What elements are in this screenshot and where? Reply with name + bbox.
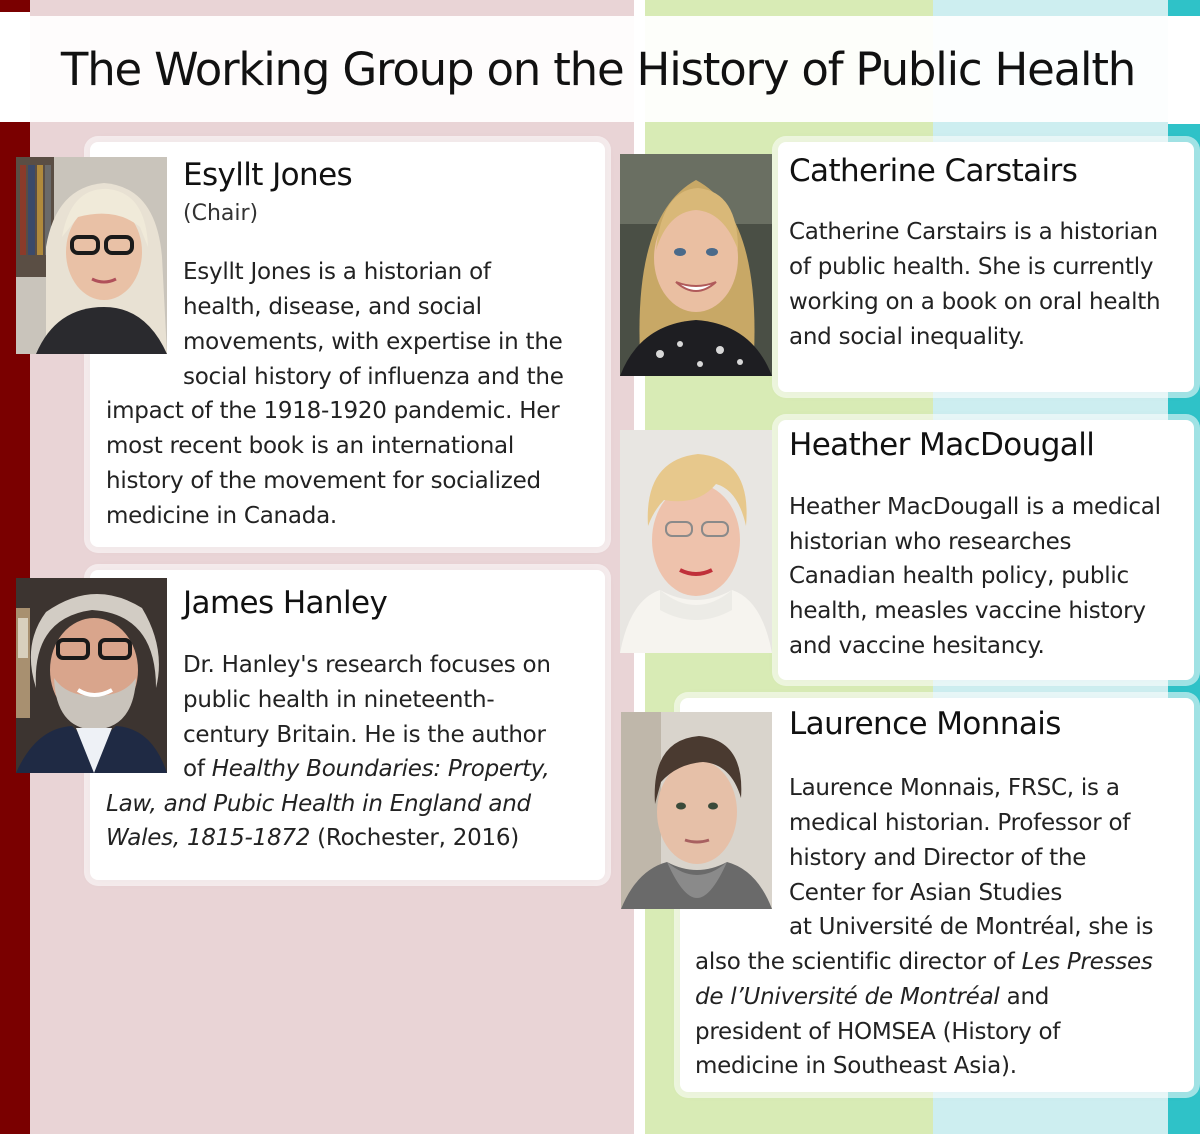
bio-text: (Rochester, 2016) [310,825,520,851]
bio-line: Laurence Monnais, FRSC, is a [789,775,1120,801]
page-title: The Working Group on the History of Public Health [60,42,1136,96]
bio-line: Catherine Carstairs is a historian [789,219,1158,245]
member-name: James Hanley [183,585,388,621]
bio-line: most recent book is an international [106,433,515,459]
bio-line: working on a book on oral health [789,289,1161,315]
bio-line: medicine in Canada. [106,503,337,529]
james-hanley-photo [16,578,167,773]
member-name: Heather MacDougall [789,427,1095,463]
bio-line: movements, with expertise in the [183,329,563,355]
bio-line: Dr. Hanley's research focuses on [183,652,551,678]
bio-line [106,787,531,822]
bio-line: Heather MacDougall is a medical [789,494,1161,520]
member-role: (Chair) [183,201,259,226]
laurence-monnais-photo [621,712,772,909]
bio-line-mixed [695,945,1153,980]
bio-line: history and Director of the [789,845,1087,871]
title-banner [28,16,1168,122]
heather-macdougall-photo [620,430,772,653]
bio-line: medical historian. Professor of [789,810,1131,836]
bio-line: president of HOMSEA (History of [695,1019,1061,1045]
publisher-italic: de l’Université de Montréal [695,984,1000,1010]
bio-line: century Britain. He is the author [183,722,546,748]
book-title-italic: Healthy Boundaries: Property, [211,756,550,782]
maroon-edge-top [0,0,30,12]
bio-line: of public health. She is currently [789,254,1154,280]
bio-text: of [183,756,212,782]
publisher-italic: Les Presses [1021,949,1153,975]
book-title-italic: Wales, 1815-1872 [106,825,311,851]
bio-line-mixed [695,980,1049,1015]
bio-line: medicine in Southeast Asia). [695,1053,1017,1079]
bio-text: and [999,984,1050,1010]
member-name: Esyllt Jones [183,157,353,193]
bio-line: Esyllt Jones is a historian of [183,259,491,285]
bio-text: also the scientific director of [695,949,1022,975]
bio-line: impact of the 1918-1920 pandemic. Her [106,398,560,424]
member-name: Laurence Monnais [789,706,1061,742]
catherine-carstairs-photo [620,154,772,376]
bio-line-mixed [183,752,549,787]
bio-line: public health in nineteenth- [183,687,495,713]
bio-line: social history of influenza and the [183,364,564,390]
member-name: Catherine Carstairs [789,153,1078,189]
teal-edge-gap [1168,16,1200,124]
bio-line: health, measles vaccine history [789,598,1146,624]
book-title-italic: Law, and Pubic Health in England and [106,791,531,817]
bio-line: history of the movement for socialized [106,468,541,494]
bio-line: and vaccine hesitancy. [789,633,1045,659]
esyllt-jones-photo [16,157,167,354]
bio-line: historian who researches [789,529,1072,555]
bio-line: and social inequality. [789,324,1025,350]
bio-line: at Université de Montréal, she is [789,914,1154,940]
bio-line: health, disease, and social [183,294,482,320]
bio-line: Canadian health policy, public [789,563,1129,589]
bio-line: Center for Asian Studies [789,880,1063,906]
bio-line-mixed [106,821,519,856]
